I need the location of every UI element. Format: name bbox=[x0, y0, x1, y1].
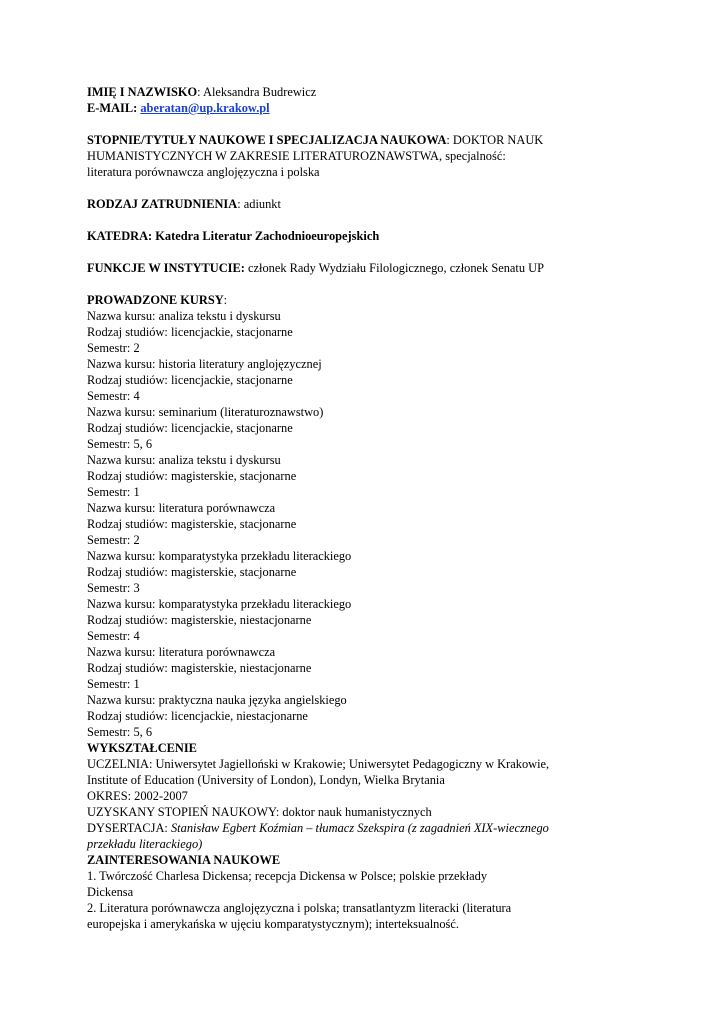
course-type: Rodzaj studiów: magisterskie, stacjonarne bbox=[87, 469, 297, 483]
course-type: Rodzaj studiów: magisterskie, stacjonarne bbox=[87, 565, 297, 579]
employment-label: RODZAJ ZATRUDNIENIA bbox=[87, 197, 238, 211]
department-row: KATEDRA: Katedra Literatur Zachodnioeuropejskich bbox=[87, 229, 380, 243]
course-item bbox=[87, 548, 647, 596]
functions-value: członek Rady Wydziału Filologicznego, członek Senatu UP bbox=[244, 261, 544, 275]
email-label: E-MAIL: bbox=[87, 101, 141, 115]
course-list bbox=[87, 308, 647, 740]
course-item bbox=[87, 596, 647, 644]
name-label: IMIĘ I NAZWISKO bbox=[87, 85, 198, 99]
spacer bbox=[87, 244, 647, 260]
course-type: Rodzaj studiów: magisterskie, niestacjonarne bbox=[87, 661, 312, 675]
course-semester: Semestr: 5, 6 bbox=[87, 725, 153, 739]
name-row bbox=[87, 84, 647, 100]
course-type: Rodzaj studiów: magisterskie, niestacjonarne bbox=[87, 613, 312, 627]
email-row bbox=[87, 100, 647, 116]
email-link[interactable]: aberatan@up.krakow.pl bbox=[140, 101, 270, 115]
courses-label: PROWADZONE KURSY bbox=[87, 293, 224, 307]
course-item bbox=[87, 404, 647, 452]
course-item bbox=[87, 356, 647, 404]
course-type: Rodzaj studiów: licencjackie, niestacjonarne bbox=[87, 709, 308, 723]
interests-heading: ZAINTERESOWANIA NAUKOWE bbox=[87, 853, 281, 867]
course-semester: Semestr: 1 bbox=[87, 485, 140, 499]
dissertation-title: Stanisław Egbert Koźmian – tłumacz Szekspira (z zagadnień XIX-wiecznego bbox=[170, 821, 549, 835]
course-item bbox=[87, 692, 647, 740]
employment-row bbox=[87, 196, 647, 212]
course-semester: Semestr: 3 bbox=[87, 581, 140, 595]
dissertation-title-line2: przekładu literackiego) bbox=[87, 837, 203, 851]
interest-item-2: 2. Literatura porównawcza anglojęzyczna i polska; transatlantyzm literacki (literatura bbox=[87, 901, 512, 915]
course-type: Rodzaj studiów: licencjackie, stacjonarne bbox=[87, 421, 293, 435]
courses-label-suffix: : bbox=[223, 293, 228, 307]
interest-item-2-cont: europejska i amerykańska w ujęciu komparatystycznym); interteksualność. bbox=[87, 917, 459, 931]
course-type: Rodzaj studiów: licencjackie, stacjonarne bbox=[87, 325, 293, 339]
dissertation-row bbox=[87, 820, 647, 836]
interest-item-1-cont: Dickensa bbox=[87, 885, 134, 899]
spacer bbox=[87, 212, 647, 228]
name-value: : Aleksandra Budrewicz bbox=[197, 85, 317, 99]
course-name: Nazwa kursu: praktyczna nauka języka angielskiego bbox=[87, 693, 347, 707]
interest-item-1: 1. Twórczość Charlesa Dickensa; recepcja Dickensa w Polsce; polskie przekłady bbox=[87, 869, 488, 883]
course-name: Nazwa kursu: seminarium (literaturoznawstwo) bbox=[87, 405, 324, 419]
education-degree: UZYSKANY STOPIEŃ NAUKOWY: doktor nauk humanistycznych bbox=[87, 805, 432, 819]
education-heading: WYKSZTAŁCENIE bbox=[87, 741, 197, 755]
course-name: Nazwa kursu: analiza tekstu i dyskursu bbox=[87, 453, 281, 467]
course-semester: Semestr: 1 bbox=[87, 677, 140, 691]
course-semester: Semestr: 4 bbox=[87, 389, 140, 403]
functions-row bbox=[87, 260, 647, 276]
course-semester: Semestr: 2 bbox=[87, 341, 140, 355]
spacer bbox=[87, 116, 647, 132]
course-name: Nazwa kursu: literatura porównawcza bbox=[87, 501, 276, 515]
course-item bbox=[87, 308, 647, 356]
degrees-value: : DOKTOR NAUK bbox=[446, 133, 544, 147]
course-name: Nazwa kursu: komparatystyka przekładu literackiego bbox=[87, 549, 352, 563]
education-university-line2: Institute of Education (University of London), Londyn, Wielka Brytania bbox=[87, 773, 445, 787]
course-item bbox=[87, 644, 647, 692]
education-university-line1: UCZELNIA: Uniwersytet Jagielloński w Krakowie; Uniwersytet Pedagogiczny w Krakowie, bbox=[87, 757, 550, 771]
course-name: Nazwa kursu: analiza tekstu i dyskursu bbox=[87, 309, 281, 323]
course-semester: Semestr: 2 bbox=[87, 533, 140, 547]
degrees-row bbox=[87, 132, 647, 148]
course-item bbox=[87, 452, 647, 500]
spacer bbox=[87, 276, 647, 292]
degrees-value-line2: HUMANISTYCZNYCH W ZAKRESIE LITERATUROZNAWSTWA, specjalność: bbox=[87, 149, 506, 163]
course-type: Rodzaj studiów: magisterskie, stacjonarne bbox=[87, 517, 297, 531]
course-item bbox=[87, 500, 647, 548]
document-body bbox=[87, 84, 647, 932]
degrees-label: STOPNIE/TYTUŁY NAUKOWE I SPECJALIZACJA NAUKOWA bbox=[87, 133, 447, 147]
course-semester: Semestr: 4 bbox=[87, 629, 140, 643]
courses-heading bbox=[87, 292, 647, 308]
course-name: Nazwa kursu: komparatystyka przekładu literackiego bbox=[87, 597, 352, 611]
spacer bbox=[87, 180, 647, 196]
course-type: Rodzaj studiów: licencjackie, stacjonarne bbox=[87, 373, 293, 387]
course-name: Nazwa kursu: historia literatury anglojęzycznej bbox=[87, 357, 322, 371]
degrees-value-line3: literatura porównawcza anglojęzyczna i polska bbox=[87, 165, 320, 179]
dissertation-label: DYSERTACJA: bbox=[87, 821, 171, 835]
education-period: OKRES: 2002-2007 bbox=[87, 789, 188, 803]
course-semester: Semestr: 5, 6 bbox=[87, 437, 153, 451]
course-name: Nazwa kursu: literatura porównawcza bbox=[87, 645, 276, 659]
employment-value: : adiunkt bbox=[237, 197, 281, 211]
functions-label: FUNKCJE W INSTYTUCIE: bbox=[87, 261, 245, 275]
